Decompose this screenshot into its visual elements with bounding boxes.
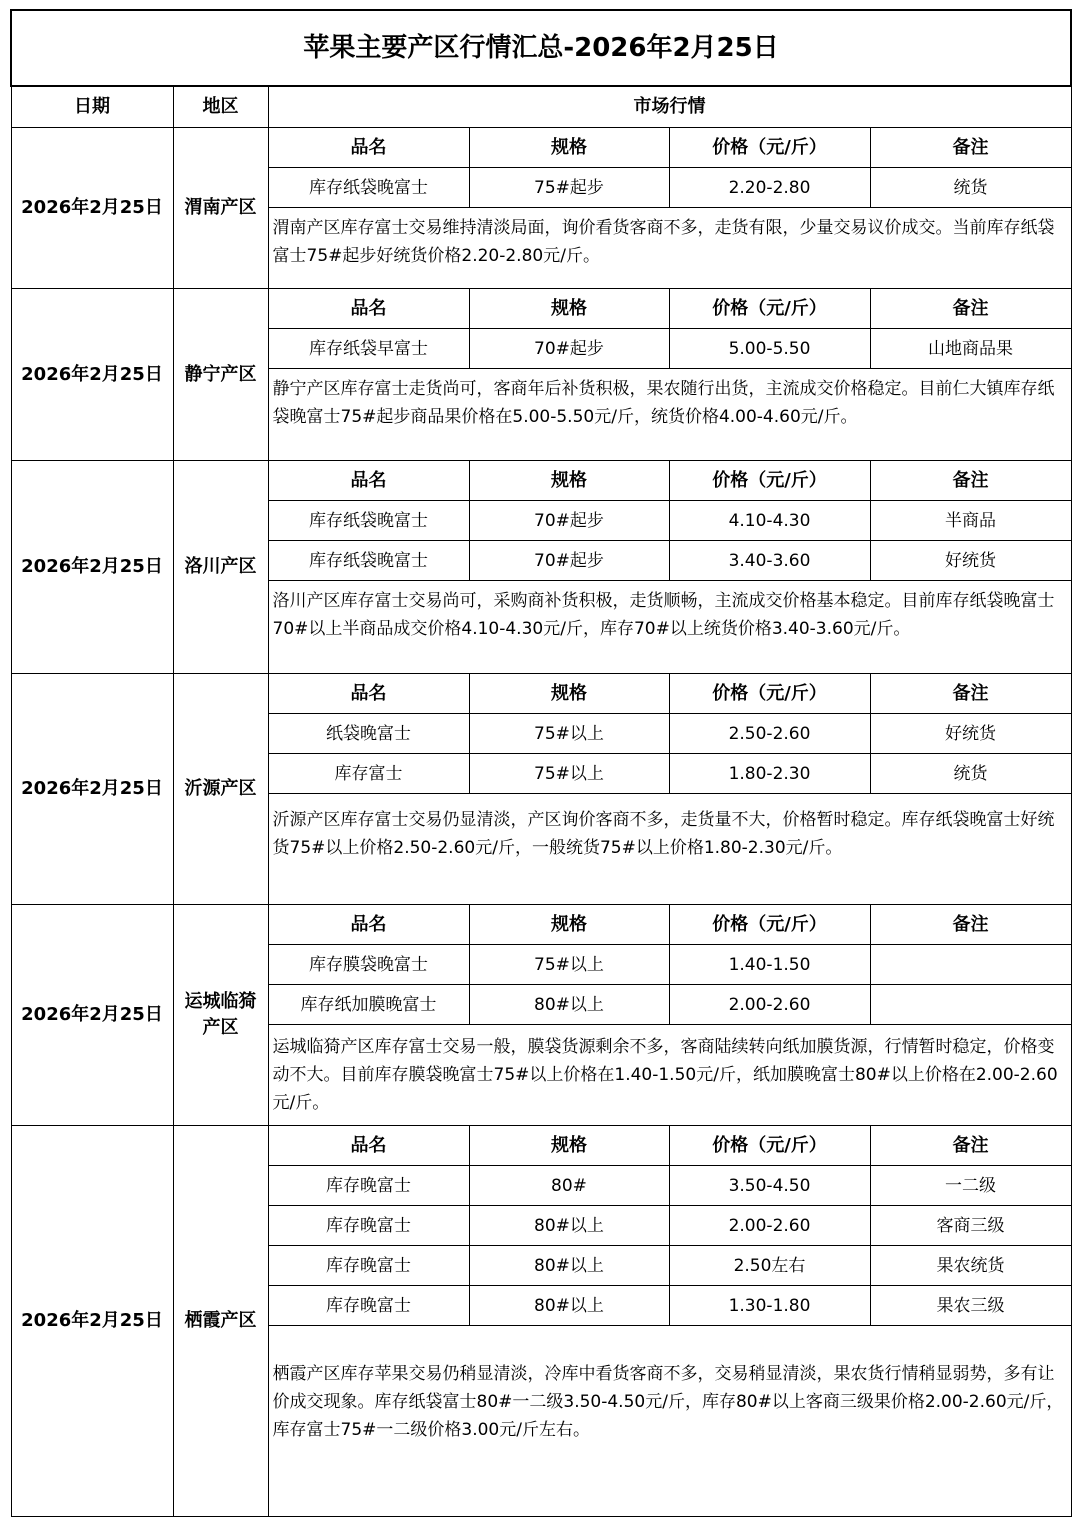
date-cell: 2026年2月25日 [11, 1126, 173, 1517]
product-price: 3.50-4.50 [669, 1166, 870, 1206]
product-price: 2.20-2.80 [669, 168, 870, 208]
col-spec-header: 规格 [469, 128, 669, 168]
date-cell: 2026年2月25日 [11, 461, 173, 674]
col-note-header: 备注 [870, 128, 1071, 168]
header-date: 日期 [11, 86, 173, 128]
region-cell: 沂源产区 [173, 674, 268, 905]
date-cell: 2026年2月25日 [11, 128, 173, 289]
region-cell: 栖霞产区 [173, 1126, 268, 1517]
product-spec: 75#起步 [469, 168, 669, 208]
header-region: 地区 [173, 86, 268, 128]
col-name-header: 品名 [268, 1126, 469, 1166]
col-spec-header: 规格 [469, 674, 669, 714]
market-description: 沂源产区库存富士交易仍显清淡，产区询价客商不多，走货量不大，价格暂时稳定。库存纸袋晚富士好统货75#以上价格2.50-2.60元/斤，一般统货75#以上价格1.80-2.30元/斤。 [268, 794, 1071, 905]
product-spec: 80#以上 [469, 1206, 669, 1246]
product-price: 2.50-2.60 [669, 714, 870, 754]
product-price: 2.00-2.60 [669, 985, 870, 1025]
product-note: 统货 [870, 168, 1071, 208]
region-cell: 渭南产区 [173, 128, 268, 289]
date-cell: 2026年2月25日 [11, 289, 173, 461]
product-name: 库存纸袋晚富士 [268, 168, 469, 208]
product-name: 库存纸袋早富士 [268, 329, 469, 369]
product-spec: 75#以上 [469, 945, 669, 985]
market-description: 洛川产区库存富士交易尚可，采购商补货积极，走货顺畅，主流成交价格基本稳定。目前库存纸袋晚富士70#以上半商品成交价格4.10-4.30元/斤，库存70#以上统货价格3.40-3.60元/斤。 [268, 581, 1071, 674]
product-price: 2.50左右 [669, 1246, 870, 1286]
market-description: 栖霞产区库存苹果交易仍稍显清淡，冷库中看货客商不多，交易稍显清淡，果农货行情稍显弱势，多有让价成交现象。库存纸袋富士80#一二级3.50-4.50元/斤，库存80#以上客商三级果价格2.00-2.60元/斤，库存富士75#一二级价格3.00元/斤左右。 [268, 1326, 1071, 1517]
date-cell: 2026年2月25日 [11, 905, 173, 1126]
product-note: 山地商品果 [870, 329, 1071, 369]
product-name: 库存晚富士 [268, 1166, 469, 1206]
product-spec: 75#以上 [469, 714, 669, 754]
product-name: 库存晚富士 [268, 1206, 469, 1246]
product-spec: 75#以上 [469, 754, 669, 794]
product-spec: 70#起步 [469, 329, 669, 369]
col-note-header: 备注 [870, 289, 1071, 329]
product-name: 库存纸袋晚富士 [268, 541, 469, 581]
region-cell: 静宁产区 [173, 289, 268, 461]
product-price: 1.80-2.30 [669, 754, 870, 794]
product-name: 库存膜袋晚富士 [268, 945, 469, 985]
product-note: 好统货 [870, 714, 1071, 754]
product-price: 2.00-2.60 [669, 1206, 870, 1246]
date-cell: 2026年2月25日 [11, 674, 173, 905]
col-price-header: 价格（元/斤） [669, 1126, 870, 1166]
market-summary-table [10, 9, 1072, 1517]
product-note: 半商品 [870, 501, 1071, 541]
col-price-header: 价格（元/斤） [669, 461, 870, 501]
col-note-header: 备注 [870, 461, 1071, 501]
product-price: 3.40-3.60 [669, 541, 870, 581]
product-price: 4.10-4.30 [669, 501, 870, 541]
product-note: 客商三级 [870, 1206, 1071, 1246]
col-note-header: 备注 [870, 905, 1071, 945]
product-note: 统货 [870, 754, 1071, 794]
product-note [870, 985, 1071, 1025]
report-page [10, 9, 1070, 1517]
product-name: 库存晚富士 [268, 1286, 469, 1326]
col-price-header: 价格（元/斤） [669, 128, 870, 168]
region-name-line: 产区 [202, 1017, 239, 1038]
product-note: 果农统货 [870, 1246, 1071, 1286]
col-name-header: 品名 [268, 289, 469, 329]
product-note: 一二级 [870, 1166, 1071, 1206]
col-price-header: 价格（元/斤） [669, 674, 870, 714]
page-title: 苹果主要产区行情汇总-2026年2月25日 [11, 10, 1071, 86]
product-spec: 80# [469, 1166, 669, 1206]
market-description: 静宁产区库存富士走货尚可，客商年后补货积极，果农随行出货，主流成交价格稳定。目前仁大镇库存纸袋晚富士75#起步商品果价格在5.00-5.50元/斤，统货价格4.00-4.60元/斤。 [268, 369, 1071, 461]
header-market: 市场行情 [268, 86, 1071, 128]
col-spec-header: 规格 [469, 461, 669, 501]
col-spec-header: 规格 [469, 1126, 669, 1166]
product-spec: 80#以上 [469, 1246, 669, 1286]
product-note: 好统货 [870, 541, 1071, 581]
region-name-line: 运城临猗 [184, 991, 257, 1012]
product-name: 库存晚富士 [268, 1246, 469, 1286]
product-spec: 80#以上 [469, 985, 669, 1025]
product-price: 5.00-5.50 [669, 329, 870, 369]
product-name: 库存纸加膜晚富士 [268, 985, 469, 1025]
col-name-header: 品名 [268, 674, 469, 714]
market-description: 运城临猗产区库存富士交易一般，膜袋货源剩余不多，客商陆续转向纸加膜货源，行情暂时稳定，价格变动不大。目前库存膜袋晚富士75#以上价格在1.40-1.50元/斤，纸加膜晚富士80#以上价格在2.00-2.60元/斤。 [268, 1025, 1071, 1126]
product-note [870, 945, 1071, 985]
market-description: 渭南产区库存富士交易维持清淡局面，询价看货客商不多，走货有限，少量交易议价成交。当前库存纸袋富士75#起步好统货价格2.20-2.80元/斤。 [268, 208, 1071, 289]
product-price: 1.40-1.50 [669, 945, 870, 985]
product-name: 库存富士 [268, 754, 469, 794]
product-spec: 70#起步 [469, 501, 669, 541]
product-name: 库存纸袋晚富士 [268, 501, 469, 541]
product-name: 纸袋晚富士 [268, 714, 469, 754]
product-spec: 70#起步 [469, 541, 669, 581]
col-price-header: 价格（元/斤） [669, 289, 870, 329]
col-note-header: 备注 [870, 674, 1071, 714]
col-note-header: 备注 [870, 1126, 1071, 1166]
col-price-header: 价格（元/斤） [669, 905, 870, 945]
col-name-header: 品名 [268, 905, 469, 945]
product-note: 果农三级 [870, 1286, 1071, 1326]
col-spec-header: 规格 [469, 289, 669, 329]
product-price: 1.30-1.80 [669, 1286, 870, 1326]
col-name-header: 品名 [268, 128, 469, 168]
col-spec-header: 规格 [469, 905, 669, 945]
region-cell [173, 905, 268, 1126]
region-cell: 洛川产区 [173, 461, 268, 674]
product-spec: 80#以上 [469, 1286, 669, 1326]
col-name-header: 品名 [268, 461, 469, 501]
